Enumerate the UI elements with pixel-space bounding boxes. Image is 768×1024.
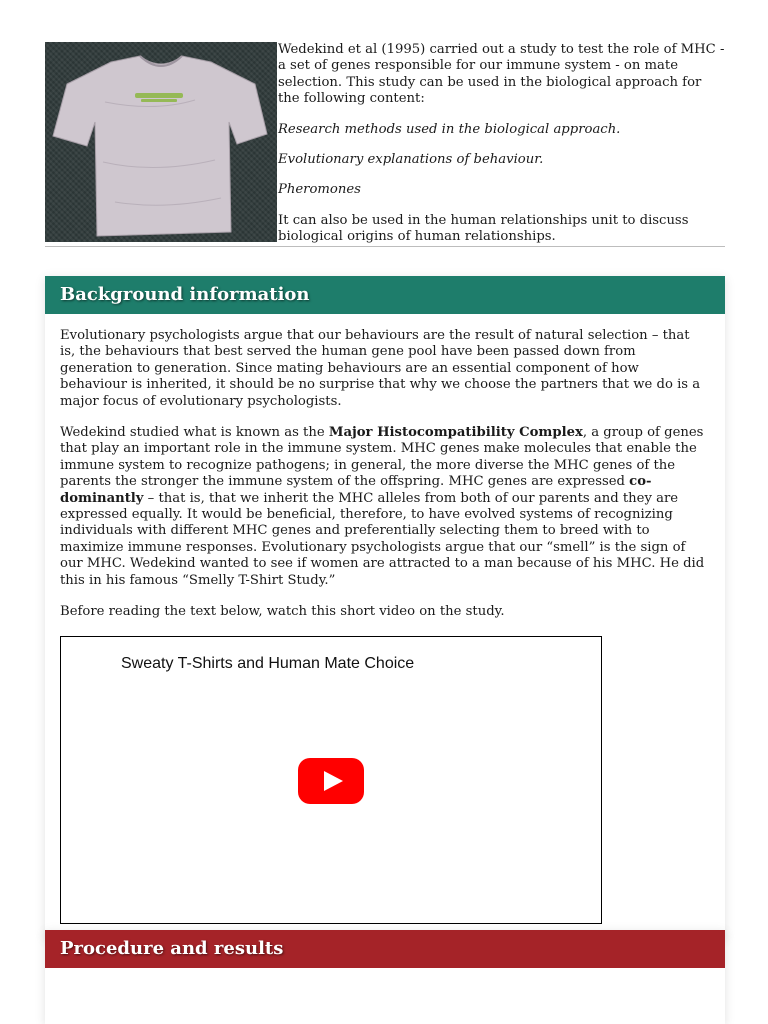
video-embed[interactable] (60, 636, 602, 924)
term-mhc: Major Histocompatibility Complex (328, 425, 583, 441)
background-header: Background information (45, 276, 725, 314)
topic-research-methods: Research methods used in the biological approach. (278, 121, 621, 137)
procedure-header: Procedure and results (45, 930, 725, 968)
youtube-play-icon[interactable] (298, 758, 364, 809)
divider (45, 246, 725, 247)
tshirt-photo (45, 42, 277, 242)
background-section (45, 276, 725, 938)
background-paragraph-2: Wedekind studied what is known as the Major Histocompatibility Complex, a group of genes that play an important role in the immune system. MHC genes make molecules that enable the immune system to recognize pathogens; in general, the more diverse the MHC genes of the parents the stronger the immune system of the offspring. MHC genes are expressed co-dominantly – that is, that we inherit the MHC alleles from both of our parents and they are expressed equally. It would be beneficial, therefore, to have evolved systems of recognizing individuals with different MHC genes and preferentially selecting them to breed with to maximize immune responses. Evolutionary psychologists argue that our “smell” is the sign of our MHC. Wedekind wanted to see if women are attracted to a man because of his MHC. He did this in his famous “Smelly T-Shirt Study.” (60, 425, 705, 588)
tshirt-shape (53, 56, 267, 236)
intro-text (278, 42, 725, 260)
tshirt-print (135, 93, 183, 102)
intro-human-relationships: It can also be used in the human relationships unit to discuss biological origins of human relationships. (278, 212, 689, 245)
video-title[interactable]: Sweaty T-Shirts and Human Mate Choice (121, 654, 415, 672)
topic-evolutionary-explanations: Evolutionary explanations of behaviour. (278, 152, 544, 168)
background-paragraph-1: Evolutionary psychologists argue that our behaviours are the result of natural selection – that is, the behaviours that best served the human gene pool have been passed down from generation to generation. Since mating behaviours are an essential component of how behaviour is inherited, it should be no surprise that why we choose the partners that we do is a major focus of evolutionary psychologists. (60, 328, 701, 409)
topic-pheromones: Pheromones (278, 182, 361, 198)
procedure-section (45, 930, 725, 1024)
term-co-dominantly: co-dominantly (60, 474, 652, 506)
intro-paragraph: Wedekind et al (1995) carried out a study to test the role of MHC - a set of genes responsible for our immune system - on mate selection. This study can be used in the biological approach for the following content: (278, 42, 725, 107)
video-intro: Before reading the text below, watch this short video on the study. (60, 604, 505, 620)
background-body (45, 314, 725, 938)
